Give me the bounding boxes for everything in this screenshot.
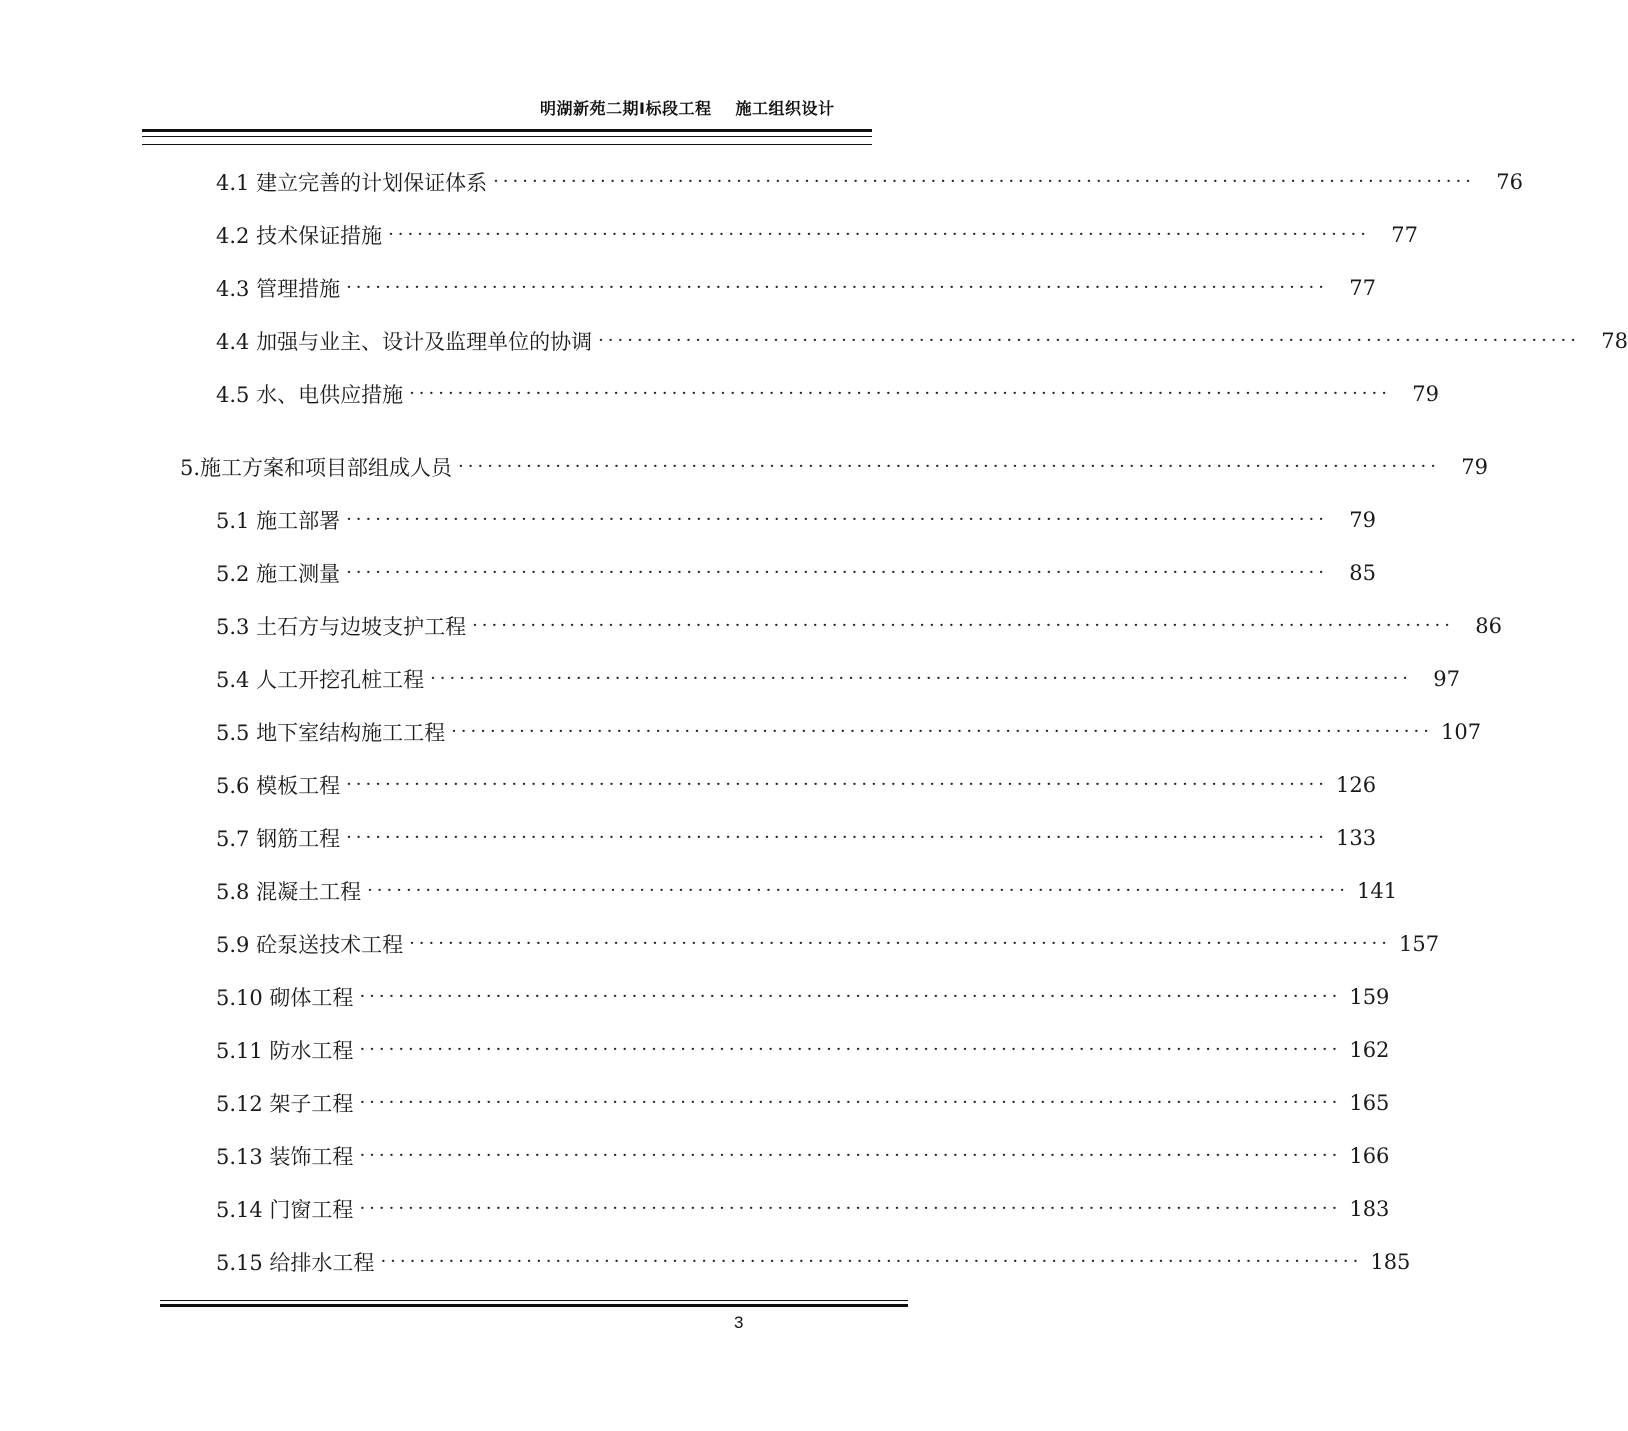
footer-rule-thick xyxy=(160,1304,908,1307)
toc-dot-leader: ····································································································· xyxy=(346,562,1328,583)
toc-entry-label: 5.9 砼泵送技术工程 xyxy=(216,933,404,957)
toc-dot-leader: ····································································································· xyxy=(380,1251,1363,1272)
toc-dot-leader: ····································································································· xyxy=(598,330,1580,351)
toc-entry-label: 4.1 建立完善的计划保证体系 xyxy=(216,171,488,195)
toc-dot-leader: ····································································································· xyxy=(430,668,1412,689)
toc-entry[interactable] xyxy=(216,1247,1411,1277)
toc-entry-label: 5.15 给排水工程 xyxy=(216,1251,375,1275)
toc-entry-page: 77 xyxy=(1391,223,1418,247)
toc-entry-label: 4.2 技术保证措施 xyxy=(216,224,383,248)
footer-rule-thin xyxy=(160,1300,908,1301)
header-project-name: 明湖新苑二期Ⅰ标段工程 xyxy=(540,99,712,118)
toc-entry-label: 4.5 水、电供应措施 xyxy=(216,383,404,407)
toc-entry-page: 126 xyxy=(1335,773,1377,797)
toc-dot-leader: ····································································································· xyxy=(451,721,1433,742)
toc-dot-leader: ····································································································· xyxy=(346,509,1328,530)
toc-entry[interactable] xyxy=(216,1088,1390,1118)
toc-dot-leader: ····································································································· xyxy=(346,277,1328,298)
toc-entry-label: 5.6 模板工程 xyxy=(216,774,341,798)
toc-entry-label: 5.4 人工开挖孔桩工程 xyxy=(216,668,425,692)
toc-entry[interactable] xyxy=(216,167,1523,197)
toc-entry[interactable] xyxy=(216,505,1376,535)
toc-dot-leader: ····································································································· xyxy=(359,1198,1342,1219)
toc-entry-page: 162 xyxy=(1349,1038,1390,1062)
toc-entry-page: 76 xyxy=(1496,170,1523,194)
toc-dot-leader: ····································································································· xyxy=(367,880,1349,901)
toc-entry-page: 79 xyxy=(1412,382,1439,406)
toc-entry[interactable] xyxy=(216,1035,1390,1065)
toc-dot-leader: ····································································································· xyxy=(346,827,1328,848)
toc-entry[interactable] xyxy=(216,1194,1390,1224)
toc-dot-leader: ····································································································· xyxy=(359,986,1342,1007)
header-title xyxy=(540,96,834,119)
toc-entry-label: 5.1 施工部署 xyxy=(216,509,341,533)
toc-entry-page: 165 xyxy=(1349,1091,1390,1115)
toc-entry[interactable] xyxy=(216,770,1377,800)
toc-dot-leader: ····································································································· xyxy=(359,1145,1342,1166)
toc-entry-page: 85 xyxy=(1349,561,1376,585)
toc-entry-page: 166 xyxy=(1349,1144,1390,1168)
toc-entry-label: 5.10 砌体工程 xyxy=(216,986,354,1010)
toc-entry[interactable] xyxy=(216,717,1482,747)
toc-entry-page: 77 xyxy=(1349,276,1376,300)
toc-entry[interactable] xyxy=(216,1141,1390,1171)
header-rule-thick xyxy=(142,129,872,132)
page-number: 3 xyxy=(734,1313,744,1332)
toc-entry[interactable] xyxy=(216,326,1628,356)
toc-entry-label: 5.施工方案和项目部组成人员 xyxy=(180,456,453,480)
toc-entry[interactable] xyxy=(216,379,1439,409)
header-document-title: 施工组织设计 xyxy=(735,99,835,118)
toc-entry-label: 5.3 土石方与边坡支护工程 xyxy=(216,615,467,639)
toc-entry-label: 5.14 门窗工程 xyxy=(216,1198,354,1222)
toc-entry-page: 78 xyxy=(1601,329,1628,353)
toc-entry-label: 5.7 钢筋工程 xyxy=(216,827,341,851)
toc-entry-label: 5.12 架子工程 xyxy=(216,1092,354,1116)
toc-chapter-entry[interactable] xyxy=(180,452,1488,482)
toc-dot-leader: ····································································································· xyxy=(388,224,1370,245)
toc-entry[interactable] xyxy=(216,876,1398,906)
toc-entry-label: 4.4 加强与业主、设计及监理单位的协调 xyxy=(216,330,593,354)
toc-dot-leader: ····································································································· xyxy=(359,1092,1342,1113)
toc-entry-page: 107 xyxy=(1440,720,1482,744)
toc-entry-page: 79 xyxy=(1461,455,1488,479)
toc-entry[interactable] xyxy=(216,929,1440,959)
toc-entry-label: 5.5 地下室结构施工工程 xyxy=(216,721,446,745)
toc-entry[interactable] xyxy=(216,664,1460,694)
toc-entry-label: 5.11 防水工程 xyxy=(216,1039,354,1063)
header-rule-thin xyxy=(142,136,872,137)
toc-entry-label: 5.2 施工测量 xyxy=(216,562,341,586)
toc-dot-leader: ····································································································· xyxy=(472,615,1454,636)
toc-entry-label: 5.8 混凝土工程 xyxy=(216,880,362,904)
toc-entry-page: 183 xyxy=(1349,1197,1390,1221)
toc-dot-leader: ····································································································· xyxy=(346,774,1328,795)
toc-dot-leader: ····································································································· xyxy=(458,456,1440,477)
toc-dot-leader: ····································································································· xyxy=(493,171,1475,192)
toc-entry-label: 4.3 管理措施 xyxy=(216,277,341,301)
toc-dot-leader: ····································································································· xyxy=(409,933,1391,954)
toc-entry-page: 141 xyxy=(1356,879,1398,903)
toc-dot-leader: ····································································································· xyxy=(409,383,1391,404)
toc-entry-page: 86 xyxy=(1475,614,1502,638)
toc-entry[interactable] xyxy=(216,823,1377,853)
toc-entry-page: 133 xyxy=(1335,826,1377,850)
toc-entry-page: 185 xyxy=(1370,1250,1411,1274)
toc-entry-page: 159 xyxy=(1349,985,1390,1009)
toc-entry[interactable] xyxy=(216,220,1418,250)
toc-entry-page: 157 xyxy=(1398,932,1440,956)
toc-entry-label: 5.13 装饰工程 xyxy=(216,1145,354,1169)
toc-entry[interactable] xyxy=(216,273,1376,303)
toc-entry[interactable] xyxy=(216,611,1502,641)
toc-entry[interactable] xyxy=(216,982,1390,1012)
toc-dot-leader: ····································································································· xyxy=(359,1039,1342,1060)
toc-entry-page: 79 xyxy=(1349,508,1376,532)
toc-entry-page: 97 xyxy=(1433,667,1460,691)
toc-entry[interactable] xyxy=(216,558,1376,588)
header-rule-thin-lower xyxy=(142,144,872,145)
